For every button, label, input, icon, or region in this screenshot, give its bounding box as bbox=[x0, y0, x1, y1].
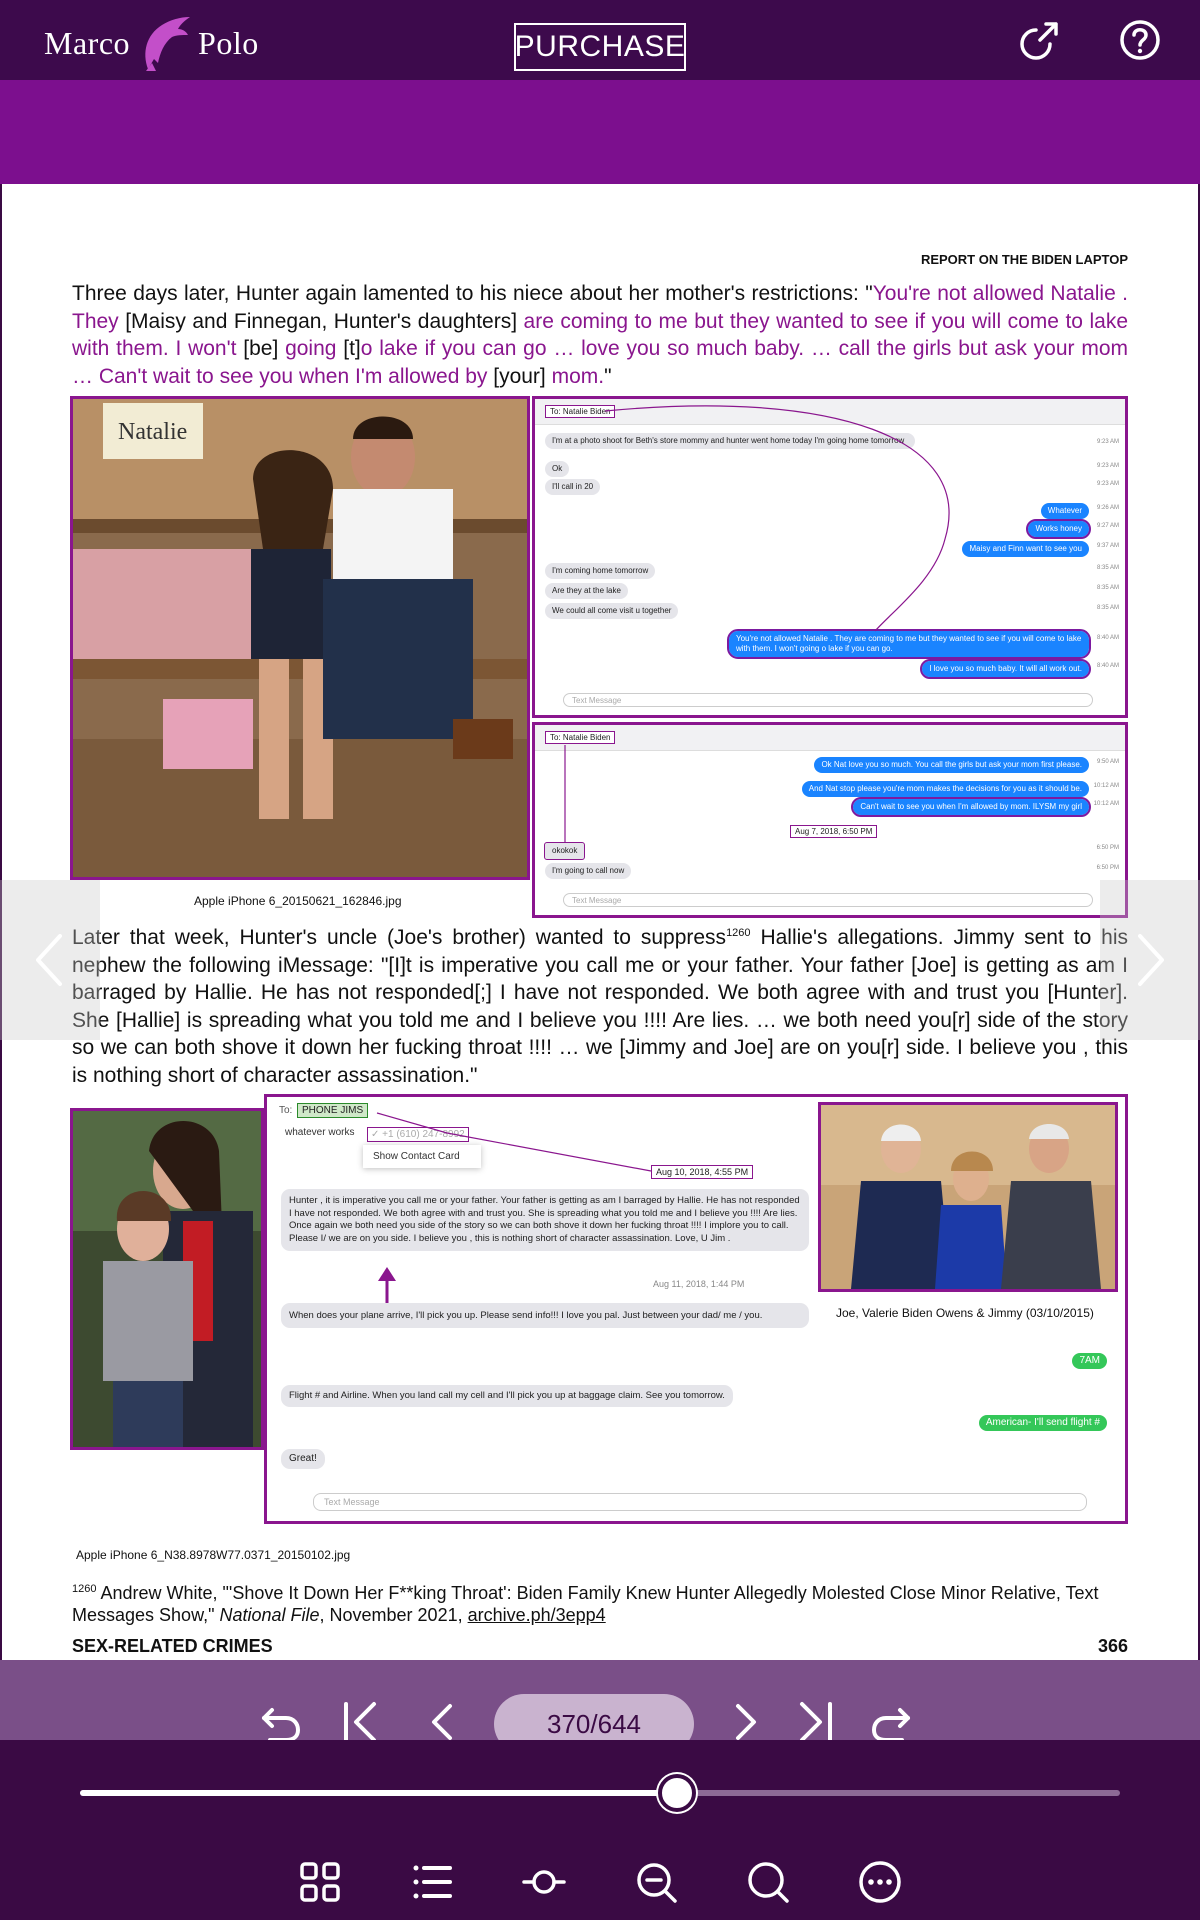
footnote-ref[interactable]: 1260 bbox=[726, 927, 751, 939]
dolphin-logo-icon bbox=[136, 13, 192, 73]
chat-2-msg: okokok bbox=[545, 843, 584, 859]
chat-1-time: 9:23 AM bbox=[1096, 481, 1119, 487]
logo-text-right: Polo bbox=[198, 24, 259, 61]
footnote-link[interactable]: archive.ph/3epp4 bbox=[467, 1605, 606, 1625]
chat-3-msg-6: Great! bbox=[281, 1449, 325, 1469]
search-icon[interactable] bbox=[744, 1858, 792, 1906]
chat-2-date: Aug 7, 2018, 6:50 PM bbox=[790, 825, 877, 838]
chat-1-time: 8:35 AM bbox=[1096, 565, 1119, 571]
footnote bbox=[72, 1578, 1128, 1626]
chat-3-msg-3: 7AM bbox=[1072, 1353, 1107, 1369]
photo-3-caption: Joe, Valerie Biden Owens & Jimmy (03/10/2015) bbox=[836, 1306, 1094, 1320]
chat-2-msg: I'm going to call now bbox=[545, 863, 631, 879]
chat-2-msg: And Nat stop please you're mom makes the decisions for you as it should be. bbox=[802, 781, 1089, 797]
photo-biden-family bbox=[821, 1105, 1115, 1289]
chat-1-time: 8:40 AM bbox=[1096, 663, 1119, 669]
paragraph-1 bbox=[72, 280, 1128, 390]
chat-1-time: 9:26 AM bbox=[1096, 505, 1119, 511]
chat-1-time: 9:23 AM bbox=[1096, 439, 1119, 445]
chat-1-msg: Whatever bbox=[1041, 503, 1089, 519]
chat-3-recipient: PHONE JIMS bbox=[297, 1103, 368, 1118]
chat-3-msg-5: American- I'll send flight # bbox=[979, 1415, 1107, 1431]
chat-3-long-msg: Hunter , it is imperative you call me or your father. Your father is getting as am I barraged by Hallie. He has not responded I have not responded. We both agree with and trust you. She is spreading what you told me and I believe you !!!! Are lies. Once again we both need you side of the story so we can both shove it down her fucking throat !!!! I implore you to call. Please I/ we are on you side. I believe you , this is nothing short of character assassination. Love, U Jim . bbox=[281, 1189, 809, 1251]
chat-1-msg: Are they at the lake bbox=[545, 583, 628, 599]
chat-2-msg: Can't wait to see you when I'm allowed by mom. ILYSM my girl bbox=[853, 799, 1089, 815]
page-slider-track[interactable] bbox=[80, 1790, 1120, 1796]
table-of-contents-icon[interactable] bbox=[408, 1858, 456, 1906]
logo bbox=[44, 18, 259, 68]
para1-text-i: [your] bbox=[493, 364, 552, 388]
last-page-icon[interactable] bbox=[790, 1698, 838, 1746]
chevron-right-icon[interactable] bbox=[1130, 930, 1170, 990]
chat-1-msg: I'll call in 20 bbox=[545, 479, 600, 495]
chat-2-recipient: To: Natalie Biden bbox=[545, 731, 615, 744]
previous-page-icon[interactable] bbox=[420, 1698, 468, 1746]
chat-1-time: 9:37 AM bbox=[1096, 543, 1119, 549]
chat-3-date-2: Aug 11, 2018, 1:44 PM bbox=[653, 1279, 745, 1289]
page-slider-fill bbox=[80, 1790, 677, 1796]
next-page-icon[interactable] bbox=[720, 1698, 768, 1746]
name-card-label: Natalie bbox=[118, 419, 188, 445]
para1-text-g: [t] bbox=[343, 337, 361, 360]
photo-1-caption: Apple iPhone 6_20150621_162846.jpg bbox=[194, 894, 402, 908]
page-indicator[interactable]: 370/644 bbox=[494, 1694, 694, 1754]
chevron-left-icon[interactable] bbox=[30, 930, 70, 990]
para1-text-k: " bbox=[604, 364, 612, 388]
more-options-icon[interactable] bbox=[856, 1858, 904, 1906]
redo-icon[interactable] bbox=[868, 1698, 916, 1746]
chat-1-time: 9:27 AM bbox=[1096, 523, 1119, 529]
chat-3-to-prefix: To: bbox=[279, 1105, 293, 1116]
document-page bbox=[2, 184, 1198, 1670]
photo-2-frame bbox=[70, 1108, 264, 1450]
para1-quote-j: mom. bbox=[551, 364, 605, 388]
fit-page-icon[interactable] bbox=[520, 1858, 568, 1906]
logo-text-left: Marco bbox=[44, 24, 131, 61]
top-bar bbox=[0, 0, 1200, 80]
show-contact-card-popup[interactable]: Show Contact Card bbox=[363, 1145, 481, 1168]
chat-2-panel bbox=[535, 725, 1125, 915]
para2-text-a: Later that week, Hunter's uncle (Joe's brother) wanted to suppress bbox=[72, 926, 727, 949]
photo-girl-woman bbox=[73, 1111, 261, 1447]
chat-1-msg: You're not allowed Natalie . They are coming to me but they wanted to see if you will come to lake with them. I won't going o lake if you can go. bbox=[729, 631, 1089, 657]
chat-2-frame bbox=[532, 722, 1128, 918]
para1-quote-d: are coming to me but they wanted to see if you will come to lake with them. I won't bbox=[72, 309, 1128, 360]
para1-text-e: [be] bbox=[243, 337, 286, 360]
chat-3-prev-msg: whatever works bbox=[285, 1127, 355, 1138]
para1-text-a: Three days later, Hunter again lamented to his niece about her mother's restrictions: " bbox=[72, 282, 873, 305]
bottom-toolbar bbox=[0, 1740, 1200, 1920]
help-icon[interactable] bbox=[1116, 16, 1164, 64]
chat-1-time: 8:40 AM bbox=[1096, 635, 1119, 641]
chat-1-recipient: To: Natalie Biden bbox=[545, 405, 615, 418]
footnote-publication: National File bbox=[219, 1605, 320, 1625]
chat-3-msg-2: When does your plane arrive, I'll pick you up. Please send info!!! I love you pal. Just between your dad/ me / you. bbox=[281, 1303, 809, 1328]
purchase-button[interactable]: PURCHASE bbox=[514, 23, 686, 71]
chat-1-msg: Works honey bbox=[1028, 521, 1089, 537]
para2-text-b: Hallie's allegations. Jimmy sent to his nephew the following iMessage: "[I]t is imperative you call me or your father. Your father [Joe] is getting as am I barraged by Hallie. He has not responded[;] I have not responded. We both agree with and trust you [Hunter]. She [Hallie] is spreading what you told me and I believe you !!!! Are lies. … we both need you[r] side of the story so we can both shove it down her fucking throat !!!! … we [Jimmy and Joe] are on you[r] side. I believe you , this is nothing short of character assassination." bbox=[72, 926, 1129, 1087]
chat-2-msg: Ok Nat love you so much. You call the girls but ask your mom first please. bbox=[814, 757, 1089, 773]
para1-quote-f: going bbox=[285, 337, 344, 360]
paragraph-2 bbox=[72, 920, 1128, 1089]
para1-quote-b: You're not allowed Natalie . They bbox=[72, 282, 1128, 333]
photo-natalie bbox=[73, 399, 527, 877]
chat-1-msg: Maisy and Finn want to see you bbox=[962, 541, 1089, 557]
chat-2-time: 10:12 AM bbox=[1093, 783, 1119, 789]
photo-2-caption: Apple iPhone 6_N38.8978W77.0371_20150102.jpg bbox=[76, 1548, 351, 1562]
chat-3-input: Text Message bbox=[313, 1493, 1087, 1511]
footnote-text: Andrew White, "'Shove It Down Her F**king Throat': Biden Family Knew Hunter Allegedly Molested Close Minor Relative, Text Messages Show," bbox=[72, 1583, 1099, 1625]
chat-1-input: Text Message bbox=[563, 693, 1093, 707]
chat-1-msg: We could all come visit u together bbox=[545, 603, 678, 619]
photo-3-frame bbox=[818, 1102, 1118, 1292]
share-icon[interactable] bbox=[1016, 16, 1064, 64]
printed-page-number: 366 bbox=[1097, 1636, 1128, 1656]
chat-1-time: 8:35 AM bbox=[1096, 585, 1119, 591]
chat-1-time: 9:23 AM bbox=[1096, 463, 1119, 469]
chat-1-msg: I'm at a photo shoot for Beth's store mommy and hunter went home today I'm going home tomorrow bbox=[545, 433, 915, 449]
undo-icon[interactable] bbox=[256, 1698, 304, 1746]
chat-1-frame bbox=[532, 396, 1128, 718]
para1-quote-h: o lake if you can go … love you so much baby. … call the girls but ask your mom … Can't wait to see you when I'm allowed by bbox=[72, 337, 1128, 388]
thumbnails-grid-icon[interactable] bbox=[296, 1858, 344, 1906]
chat-3-msg-4: Flight # and Airline. When you land call my cell and I'll pick you up at baggage claim. See you tomorrow. bbox=[281, 1385, 733, 1407]
chat-2-time: 6:50 PM bbox=[1096, 865, 1119, 871]
photo-1-frame bbox=[70, 396, 530, 880]
running-header: REPORT ON THE BIDEN LAPTOP bbox=[920, 252, 1128, 267]
chat-3-date-1: Aug 10, 2018, 4:55 PM bbox=[651, 1165, 753, 1179]
chat-2-time: 9:50 AM bbox=[1096, 759, 1119, 765]
para1-text-c: [Maisy and Finnegan, Hunter's daughters] bbox=[125, 309, 524, 333]
footnote-number: 1260 bbox=[72, 1583, 97, 1595]
chat-2-input: Text Message bbox=[563, 893, 1093, 907]
chat-2-connector-line bbox=[535, 725, 1125, 915]
chat-2-time: 6:50 PM bbox=[1096, 845, 1119, 851]
first-page-icon[interactable] bbox=[338, 1698, 386, 1746]
chat-1-msg: I'm coming home tomorrow bbox=[545, 563, 655, 579]
zoom-out-icon[interactable] bbox=[632, 1858, 680, 1906]
chat-1-msg: Ok bbox=[545, 461, 569, 477]
chat-1-msg: I love you so much baby. It will all work out. bbox=[922, 661, 1089, 677]
chat-1-panel bbox=[535, 399, 1125, 715]
chat-1-connector-line bbox=[535, 399, 1125, 715]
chat-3-phone: ✓ +1 (610) 247-8992 bbox=[367, 1127, 469, 1142]
header-band bbox=[0, 80, 1200, 184]
section-title: SEX-RELATED CRIMES bbox=[72, 1636, 273, 1656]
chat-1-time: 8:35 AM bbox=[1096, 605, 1119, 611]
footnote-date: , November 2021, bbox=[319, 1605, 468, 1625]
chat-2-time: 10:12 AM bbox=[1093, 801, 1119, 807]
